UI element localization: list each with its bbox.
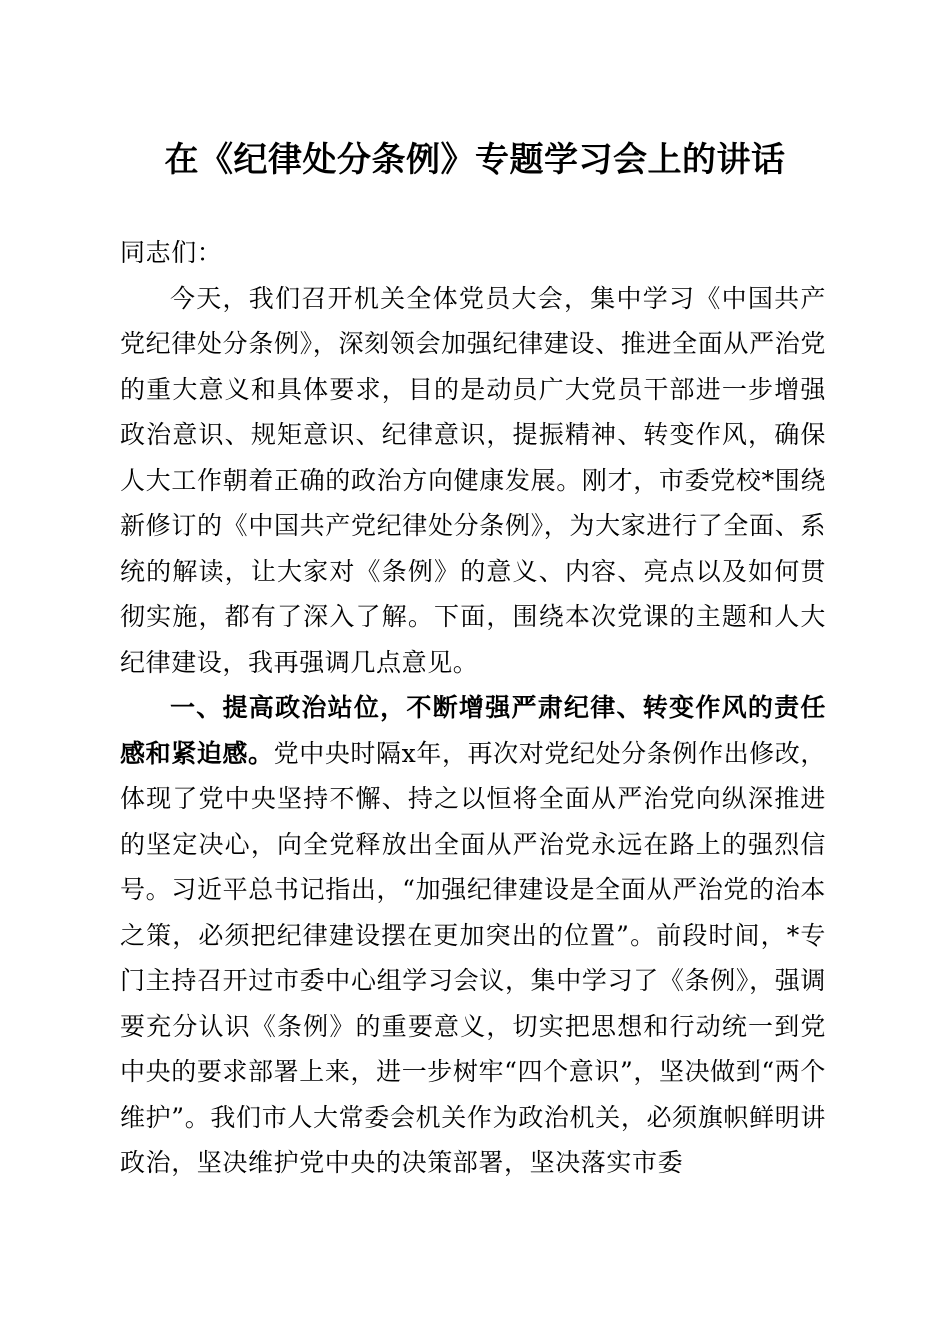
- section-1-heading: 一、提高政治站位，不断增强严肃纪律、转变作风的责任感和紧迫感。: [120, 693, 826, 768]
- paragraph-section-1: [120, 685, 826, 1186]
- salutation: 同志们：: [120, 238, 223, 267]
- section-1-body: 党中央时隔x年，再次对党纪处分条例作出修改，体现了党中央坚持不懈、持之以恒将全面从严治党向纵深推进的坚定决心，向全党释放出全面从严治党永远在路上的强烈信号。习近平总书记指出，“加强纪律建设是全面从严治党的治本之策，必须把纪律建设摆在更加突出的位置”。前段时间，*专门主持召开过市委中心组学习会议，集中学习了《条例》，强调要充分认识《条例》的重要意义，切实把思想和行动统一到党中央的要求部署上来，进一步树牢“四个意识”，坚决做到“两个维护”。我们市人大常委会机关作为政治机关，必须旗帜鲜明讲政治，坚决维护党中央的决策部署，坚决落实市委: [120, 738, 826, 1177]
- document-body: [120, 230, 826, 1186]
- paragraph-intro: 今天，我们召开机关全体党员大会，集中学习《中国共产党纪律处分条例》，深刻领会加强纪律建设、推进全面从严治党的重大意义和具体要求，目的是动员广大党员干部进一步增强政治意识、规矩意识、纪律意识，提振精神、转变作风，确保人大工作朝着正确的政治方向健康发展。刚才，市委党校*围绕新修订的《中国共产党纪律处分条例》，为大家进行了全面、系统的解读，让大家对《条例》的意义、内容、亮点以及如何贯彻实施，都有了深入了解。下面，围绕本次党课的主题和人大纪律建设，我再强调几点意见。: [120, 283, 826, 677]
- document-title: 在《纪律处分条例》专题学习会上的讲话: [164, 140, 786, 180]
